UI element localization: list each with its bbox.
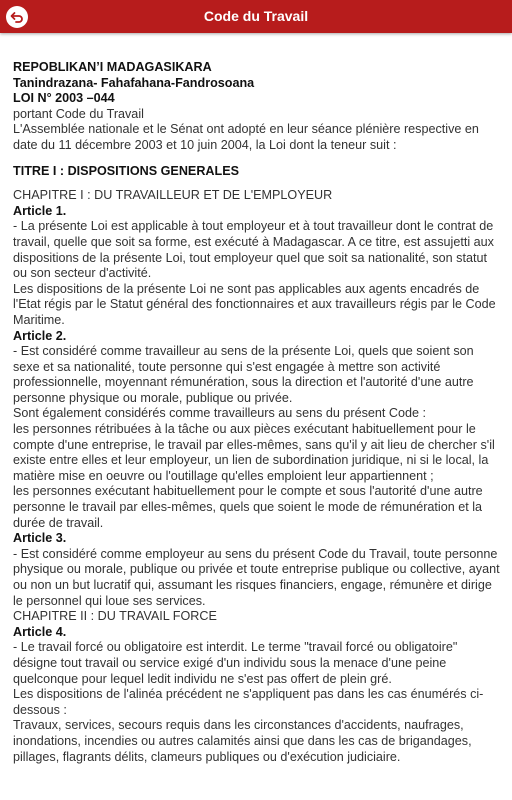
titre-heading: TITRE I : DISPOSITIONS GENERALES (13, 163, 240, 178)
document-body[interactable] (13, 60, 503, 765)
app-header (0, 0, 512, 33)
article-heading: Article 3. (13, 531, 67, 546)
article-paragraph: Les dispositions de l'alinéa précédent ne s'appliquent pas dans les cas énumérés ci-dessous : (13, 687, 484, 717)
chapter-heading: CHAPITRE I : DU TRAVAILLEUR ET DE L'EMPLOYEUR (13, 188, 333, 203)
article-paragraph: Les dispositions de la présente Loi ne sont pas applicables aux agents encadrés de l'Etat régis par le Statut général des fonctionnaires et aux travailleurs régis par le Code Maritime. (13, 281, 496, 327)
article-paragraph: Travaux, services, secours requis dans les circonstances d'accidents, naufrages, inondations, incendies ou autres calamités ainsi que dans les cas de brigandages, pillages, flagrants délits, clameurs publiques ou d'exécution judiciaire. (13, 718, 472, 764)
page-title: Code du Travail (203, 8, 309, 24)
article-paragraph: les personnes exécutant habituellement pour le compte et sous l'autorité d'une autre personne le travail par elles-mêmes, quels que soient le mode de rémunération et la durée de travail. (13, 484, 483, 530)
article-heading: Article 1. (13, 203, 67, 218)
doc-intro: L'Assemblée nationale et le Sénat ont adopté en leur séance plénière respective en date du 11 décembre 2003 et 10 juin 2004, la Loi dont la teneur suit : (13, 122, 479, 152)
article-paragraph: - Est considéré comme employeur au sens du présent Code du Travail, toute personne physique ou morale, publique ou privée et toute entreprise publique ou collective, ayant ou non un but lucratif qui, assumant les risques financiers, engage, rémunère et dirige le personnel qui loue ses services. (13, 546, 500, 608)
doc-heading-country: REPOBLIKAN’I MADAGASIKARA (13, 60, 212, 74)
article-paragraph: les personnes rétribuées à la tâche ou aux pièces exécutant habituellement pour le compte d'une entreprise, le travail par elles-mêmes, sans qu'il y ait lieu de chercher s'il existe entre elles et leur employeur, un lien de subordination juridique, ni si le local, la matière mise en oeuvre ou l'outillage qu'elles emploient leur appartiennent ; (13, 422, 495, 483)
article-heading: Article 4. (13, 624, 67, 639)
doc-heading-motto: Tanindrazana- Fahafahana-Fandrosoana (13, 75, 255, 90)
article-paragraph: - Le travail forcé ou obligatoire est interdit. Le terme "travail forcé ou obligatoire" désigne tout travail ou service exigé d'un individu sous la menace d'une peine quelconque pour lequel ledit individu ne s'est pas offert de plein gré. (13, 640, 458, 686)
article-heading: Article 2. (13, 328, 67, 343)
article-paragraph: - Est considéré comme travailleur au sens de la présente Loi, quels que soient son sexe et sa nationalité, toute personne qui s'est engagée à mettre son activité professionnelle, moyennant rémunération, sous la direction et l'autorité d'une autre personne physique ou morale, publique ou privée. (13, 344, 474, 405)
chapter-heading: CHAPITRE II : DU TRAVAIL FORCE (13, 609, 217, 624)
doc-heading-law: LOI N° 2003 –044 (13, 91, 115, 106)
doc-subtitle: portant Code du Travail (13, 106, 144, 121)
article-paragraph: Sont également considérés comme travailleurs au sens du présent Code : (13, 406, 427, 421)
article-paragraph: - La présente Loi est applicable à tout employeur et à tout travailleur dont le contrat de travail, quelle que soit sa forme, est exécuté à Madagascar. A ce titre, est assujetti aux dispositions de la présente Loi, tout employeur quel que soit sa nationalité, son statut ou son secteur d'activité. (13, 219, 494, 281)
